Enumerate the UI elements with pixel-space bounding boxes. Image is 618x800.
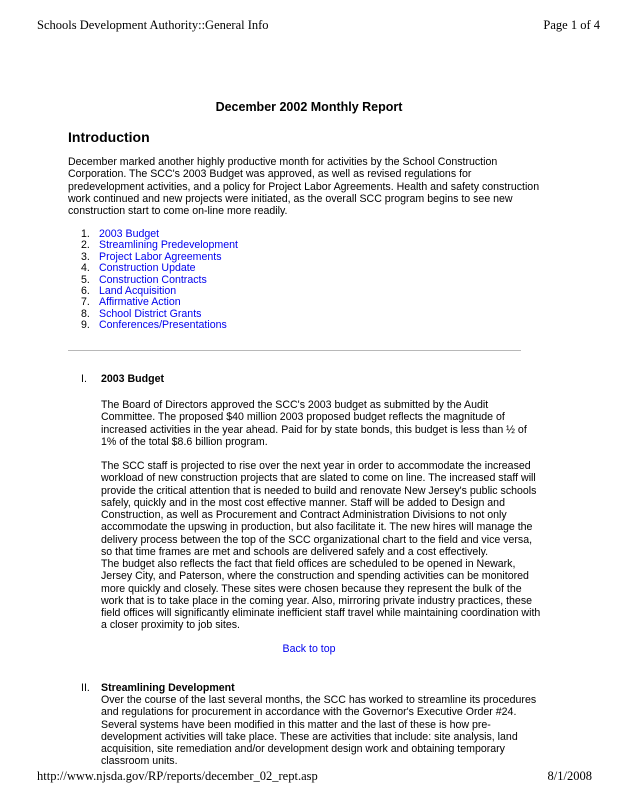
text-line: provide the critical attention that is needed to build and renovate New Jersey's public schools [101, 484, 537, 497]
page-header-title: Schools Development Authority::General Info [37, 18, 269, 32]
table-of-contents [81, 229, 238, 332]
text-line: work continued and new projects were initiated, as the overall SCC program begins to see new [68, 192, 513, 205]
section-title-2003-budget: 2003 Budget [101, 373, 164, 385]
toc-link-conferences[interactable]: Conferences/Presentations [99, 319, 227, 332]
text-line: Over the course of the last several months, the SCC has worked to streamline its procedures [101, 694, 537, 706]
section-number: I. [81, 373, 87, 385]
toc-link-project-labor[interactable]: Project Labor Agreements [99, 250, 222, 263]
text-line: predevelopment activities, and a policy for Project Labor Agreements. Health and safety construction [68, 180, 540, 193]
toc-number: 4. [81, 262, 90, 275]
toc-number: 8. [81, 307, 90, 320]
toc-number: 1. [81, 228, 90, 240]
text-line: accommodate the upswing in production, but also facilitate it. The new hires will manage the [101, 521, 533, 534]
intro-heading: Introduction [68, 129, 150, 145]
text-line: classroom units. [101, 755, 178, 768]
budget-paragraph-1 [101, 399, 527, 448]
page-number: Page 1 of 4 [543, 18, 600, 32]
toc-link-school-district-grants[interactable]: School District Grants [99, 307, 202, 320]
toc-number: 6. [81, 285, 90, 298]
intro-paragraph [68, 156, 538, 217]
toc-item [81, 320, 238, 331]
text-line: Committee. The proposed $40 million 2003 proposed budget reflects the magnitude of [101, 411, 505, 424]
toc-number: 3. [81, 250, 90, 263]
text-line: a closer proximity to job sites. [101, 619, 240, 632]
streamlining-paragraph [101, 694, 537, 768]
text-line: so that time frames are met and schools are delivered safely and a cost effectively. [101, 546, 489, 559]
text-line: acquisition, site remediation and/or development design work and obtaining temporary [101, 743, 505, 756]
toc-link-affirmative-action[interactable]: Affirmative Action [99, 296, 181, 309]
text-line: safely, quickly and in the most cost effective manner. Staff will be added to Design and [101, 496, 505, 509]
report-title: December 2002 Monthly Report [215, 100, 403, 114]
text-line: increased activities in the year ahead. Paid for by state bonds, this budget is less than ½ of [101, 423, 527, 436]
toc-number: 7. [81, 296, 90, 309]
budget-paragraph-2 [101, 460, 537, 559]
toc-number: 2. [81, 239, 90, 252]
toc-number: 5. [81, 273, 90, 286]
text-line: Jersey City, and Paterson, where the construction and spending activities can be monitored [101, 570, 529, 583]
text-line: field offices will significantly eliminate inefficient staff travel while maintaining coordination with [101, 607, 541, 620]
text-line: workload of new construction projects that are slated to come on line. The increased staff will [101, 472, 536, 485]
text-line: work that is to take place in the coming year. Also, mirroring private industry practices, these [101, 594, 533, 607]
text-line: more quickly and closely. These sites were chosen because they represent the bulk of the [101, 582, 522, 595]
footer-date: 8/1/2008 [547, 769, 592, 783]
back-to-top-link[interactable]: Back to top [282, 643, 336, 655]
section-divider [68, 350, 521, 351]
section-title-streamlining: Streamlining Development [101, 682, 235, 694]
text-line: Construction, as well as Procurement and Contract Administration Divisions to not only [101, 509, 507, 522]
text-line: and regulations for procurement in accordance with the Governor's Executive Order #24. [101, 706, 517, 719]
toc-link-streamlining[interactable]: Streamlining Predevelopment [99, 239, 238, 252]
footer-url: http://www.njsda.gov/RP/reports/december_02_rept.asp [37, 769, 318, 783]
text-line: The SCC staff is projected to rise over the next year in order to accommodate the increased [101, 460, 531, 472]
text-line: construction start to come on-line more readily. [68, 205, 288, 218]
toc-number: 9. [81, 319, 90, 332]
text-line: December marked another highly productive month for activities by the School Construction [68, 156, 498, 168]
section-number: II. [81, 682, 90, 694]
text-line: Corporation. The SCC's 2003 Budget was approved, as well as revised regulations for [68, 168, 472, 181]
text-line: The Board of Directors approved the SCC's 2003 budget as submitted by the Audit [101, 399, 489, 411]
budget-paragraph-3 [101, 558, 541, 632]
text-line: development activities will take place. These are activities that include: site analysis, land [101, 730, 518, 743]
toc-link-construction-contracts[interactable]: Construction Contracts [99, 273, 207, 286]
toc-link-construction-update[interactable]: Construction Update [99, 262, 196, 275]
text-line: The budget also reflects the fact that field offices are scheduled to be opened in Newark, [101, 558, 516, 570]
text-line: Several systems have been modified in this matter and the last of these is how pre- [101, 718, 491, 731]
text-line: 1% of the total $8.6 billion program. [101, 435, 268, 448]
toc-link-land-acquisition[interactable]: Land Acquisition [99, 285, 177, 298]
text-line: delivery process between the top of the SCC organizational chart to the field and vice versa, [101, 533, 533, 546]
toc-link-2003-budget[interactable]: 2003 Budget [99, 228, 160, 240]
